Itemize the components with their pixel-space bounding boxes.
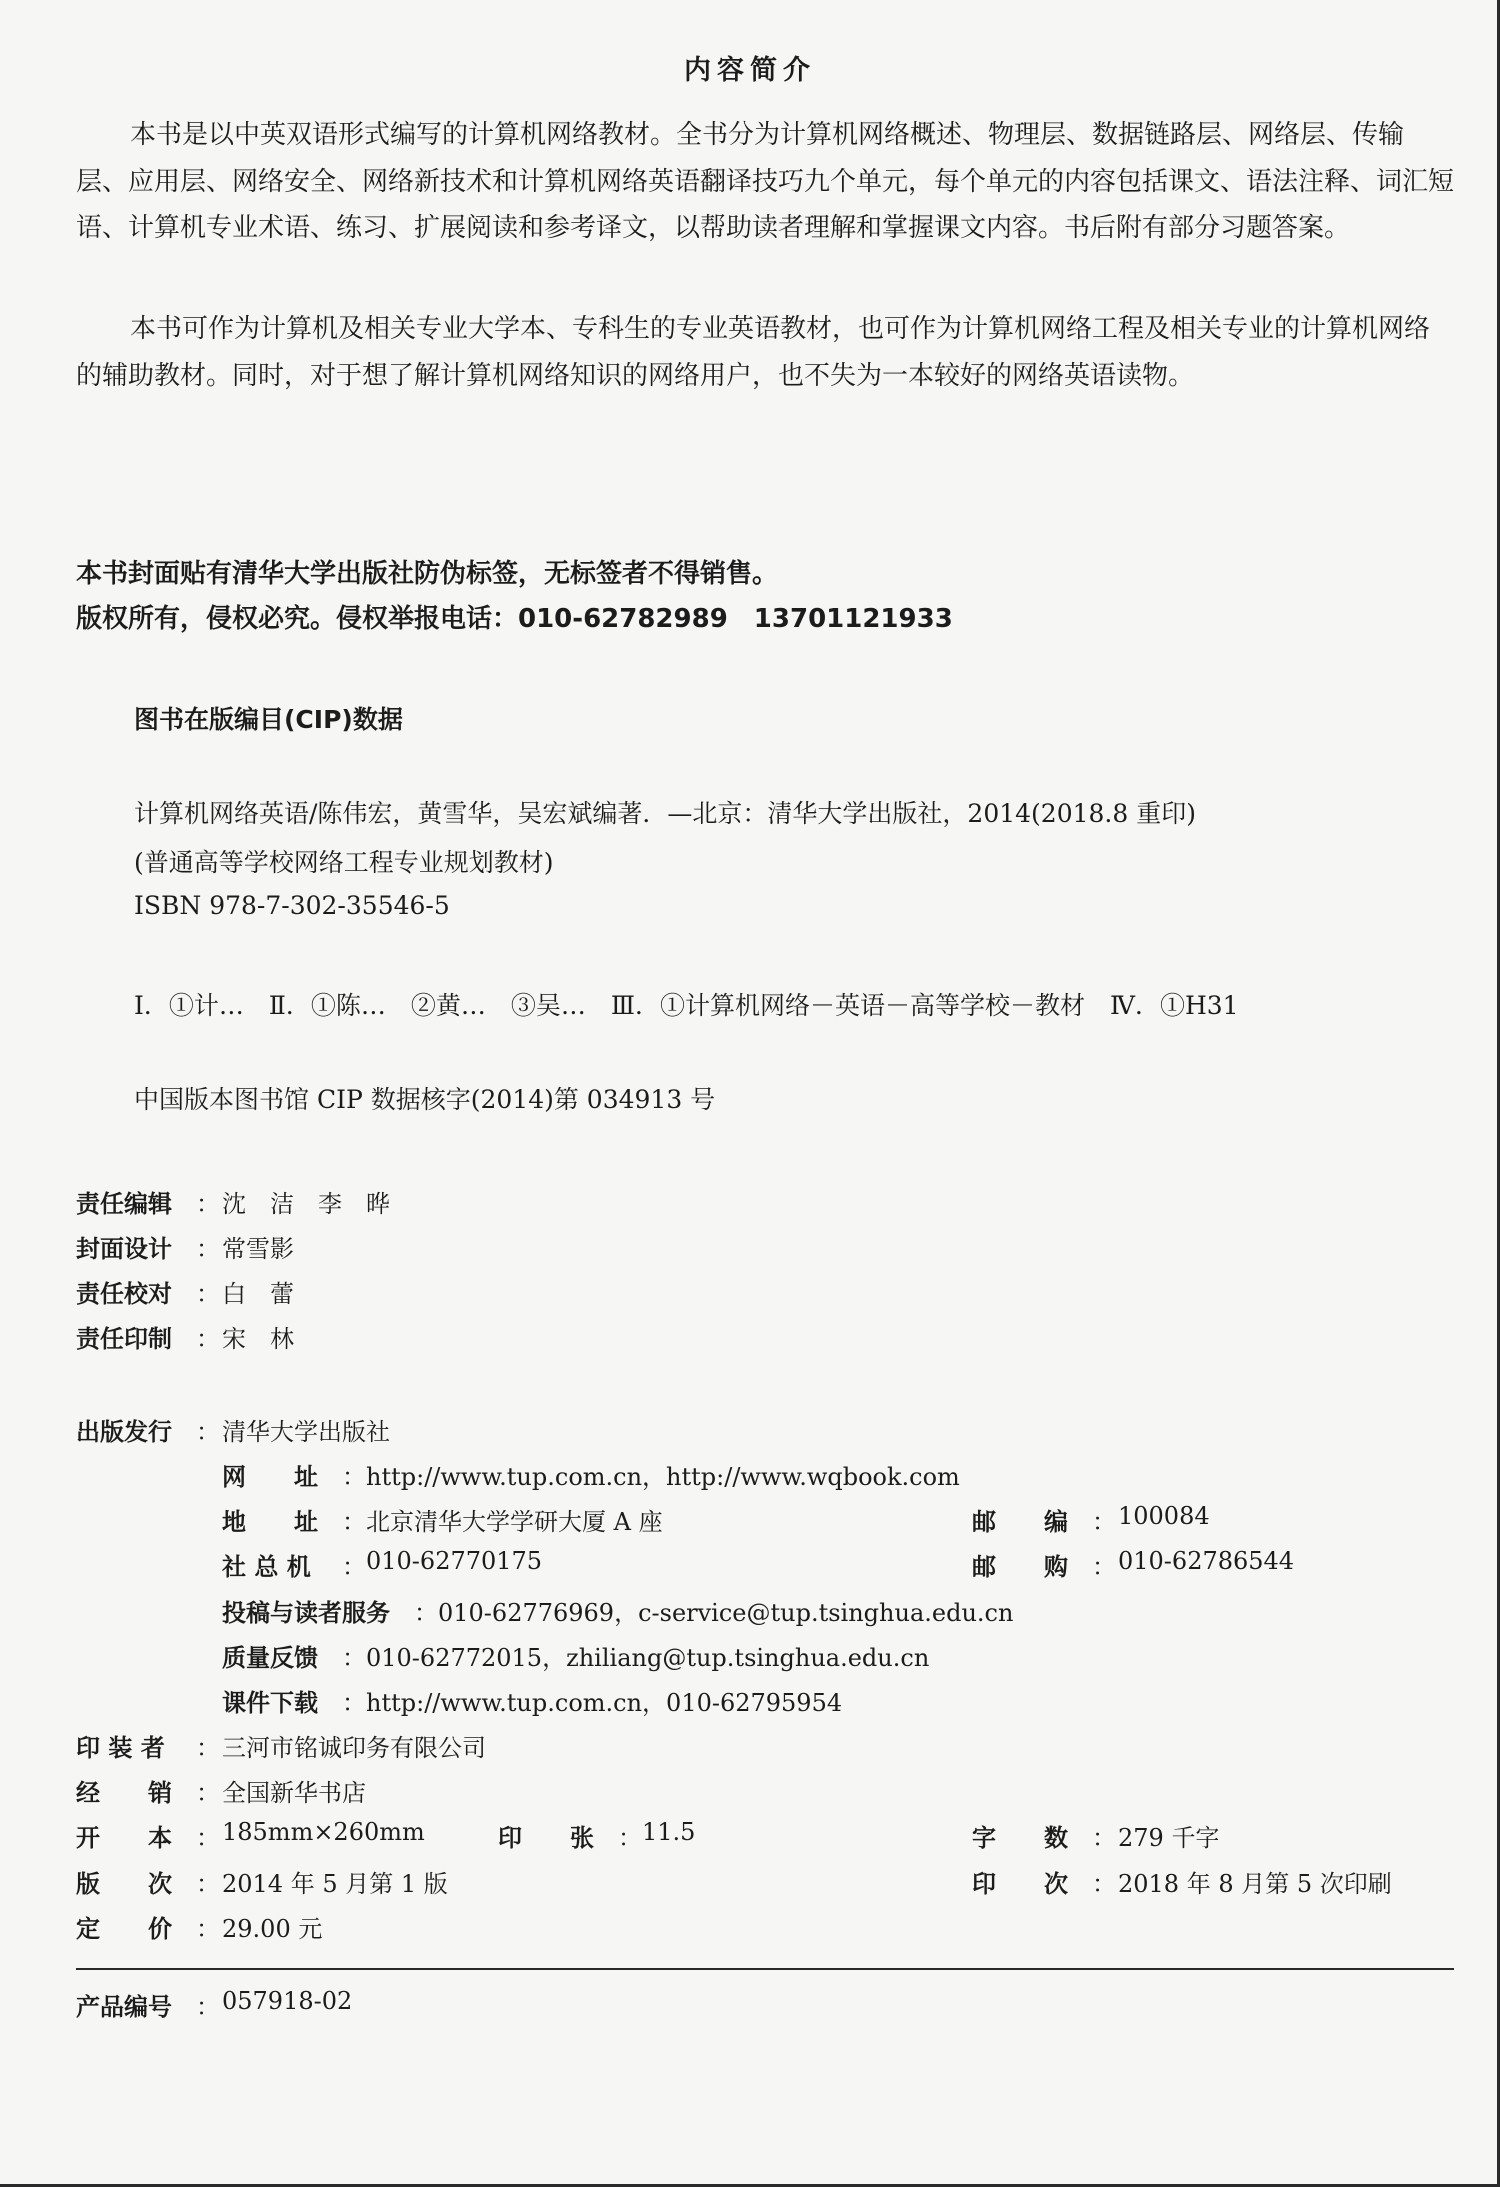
words-value: 279 千字 — [1118, 1824, 1220, 1852]
postcode-value: 100084 — [1118, 1502, 1210, 1530]
staff-colon: ： — [196, 1190, 220, 1218]
mail-order-value: 010-62786544 — [1118, 1547, 1295, 1575]
printing-label: 印 次 — [972, 1870, 1068, 1898]
staff-label-proofreader: 责任校对 — [76, 1280, 172, 1308]
download-value: http://www.tup.com.cn，010-62795954 — [366, 1689, 843, 1717]
price-value: 29.00 元 — [222, 1915, 323, 1943]
switchboard-value: 010-62770175 — [366, 1547, 543, 1575]
colon: ： — [342, 1463, 366, 1491]
quality-value: 010-62772015，zhiliang@tup.tsinghua.edu.cn — [366, 1644, 930, 1672]
staff-colon: ： — [196, 1325, 220, 1353]
printer-label: 印 装 者 — [76, 1734, 165, 1762]
colon: ： — [1092, 1508, 1116, 1536]
copyright-notice: 版权所有，侵权必究。侵权举报电话：010-62782989 13701121933 — [76, 604, 953, 634]
edition-value: 2014 年 5 月第 1 版 — [222, 1870, 448, 1898]
staff-value-editor: 沈 洁 李 晔 — [222, 1190, 390, 1218]
service-label: 投稿与读者服务 — [222, 1599, 390, 1627]
format-label: 开 本 — [76, 1824, 172, 1852]
colon: ： — [342, 1553, 366, 1581]
colon: ： — [1092, 1824, 1116, 1852]
staff-label-printing: 责任印制 — [76, 1325, 172, 1353]
staff-value-printing: 宋 林 — [222, 1325, 294, 1353]
staff-colon: ： — [196, 1280, 220, 1308]
website-label: 网 址 — [222, 1463, 318, 1491]
intro-paragraph-2: 本书可作为计算机及相关专业大学本、专科生的专业英语教材，也可作为计算机网络工程及相关专业的计算机网络的辅助教材。同时，对于想了解计算机网络知识的网络用户，也不失为一本较好的网络英语读物。 — [76, 314, 1431, 391]
format-value: 185mm×260mm — [222, 1818, 425, 1846]
printer-value: 三河市铭诚印务有限公司 — [222, 1734, 486, 1762]
staff-label-editor: 责任编辑 — [76, 1190, 172, 1218]
colon: ： — [414, 1599, 438, 1627]
staff-value-cover: 常雪影 — [222, 1235, 294, 1263]
staff-value-proofreader: 白 蕾 — [222, 1280, 294, 1308]
colon: ： — [196, 1734, 220, 1762]
colon: ： — [196, 1824, 220, 1852]
colon: ： — [1092, 1870, 1116, 1898]
colon: ： — [342, 1644, 366, 1672]
colon: ： — [342, 1689, 366, 1717]
cip-verification: 中国版本图书馆 CIP 数据核字(2014)第 034913 号 — [134, 1085, 716, 1114]
mail-order-label: 邮 购 — [972, 1553, 1068, 1581]
cip-title-line: 计算机网络英语/陈伟宏，黄雪华，吴宏斌编著．—北京：清华大学出版社，2014(2018.8 重印) — [134, 799, 1196, 828]
staff-colon: ： — [196, 1235, 220, 1263]
sheets-label: 印 张 — [498, 1824, 594, 1852]
edition-label: 版 次 — [76, 1870, 172, 1898]
address-value: 北京清华大学学研大厦 A 座 — [366, 1508, 663, 1536]
postcode-label: 邮 编 — [972, 1508, 1068, 1536]
colon: ： — [196, 1779, 220, 1807]
switchboard-label: 社 总 机 — [222, 1553, 311, 1581]
colon: ： — [196, 1418, 220, 1446]
staff-label-cover: 封面设计 — [76, 1235, 172, 1263]
cip-isbn: ISBN 978-7-302-35546-5 — [134, 891, 450, 920]
colon: ： — [196, 1870, 220, 1898]
colon: ： — [196, 1993, 220, 2021]
cip-classification: Ⅰ．①计… Ⅱ．①陈… ②黄… ③吴… Ⅲ．①计算机网络－英语－高等学校－教材 Ⅳ．①H31 — [134, 991, 1239, 1020]
address-label: 地 址 — [222, 1508, 318, 1536]
publisher-label: 出版发行 — [76, 1418, 172, 1446]
cip-heading: 图书在版编目(CIP)数据 — [134, 705, 403, 734]
distributor-label: 经 销 — [76, 1779, 172, 1807]
intro-paragraph-1: 本书是以中英双语形式编写的计算机网络教材。全书分为计算机网络概述、物理层、数据链路层、网络层、传输层、应用层、网络安全、网络新技术和计算机网络英语翻译技巧九个单元，每个单元的内容包括课文、语法注释、词汇短语、计算机专业术语、练习、扩展阅读和参考译文，以帮助读者理解和掌握课文内容。书后附有部分习题答案。 — [76, 120, 1455, 243]
divider-rule — [76, 1968, 1454, 1970]
anti-counterfeit-notice: 本书封面贴有清华大学出版社防伪标签，无标签者不得销售。 — [76, 559, 779, 589]
service-value: 010-62776969，c-service@tup.tsinghua.edu.cn — [438, 1599, 1014, 1627]
colon: ： — [342, 1508, 366, 1536]
publisher-value: 清华大学出版社 — [222, 1418, 390, 1446]
download-label: 课件下载 — [222, 1689, 318, 1717]
colon: ： — [1092, 1553, 1116, 1581]
intro-title: 内容简介 — [684, 55, 816, 86]
colon: ： — [618, 1824, 642, 1852]
words-label: 字 数 — [972, 1824, 1068, 1852]
sheets-value: 11.5 — [642, 1818, 696, 1846]
product-code-label: 产品编号 — [76, 1993, 172, 2021]
quality-label: 质量反馈 — [222, 1644, 318, 1672]
cip-series: (普通高等学校网络工程专业规划教材) — [134, 848, 554, 877]
printing-value: 2018 年 8 月第 5 次印刷 — [1118, 1870, 1392, 1898]
website-value: http://www.tup.com.cn，http://www.wqbook.com — [366, 1463, 960, 1491]
distributor-value: 全国新华书店 — [222, 1779, 366, 1807]
price-label: 定 价 — [76, 1915, 172, 1943]
colon: ： — [196, 1915, 220, 1943]
product-code-value: 057918-02 — [222, 1987, 353, 2015]
